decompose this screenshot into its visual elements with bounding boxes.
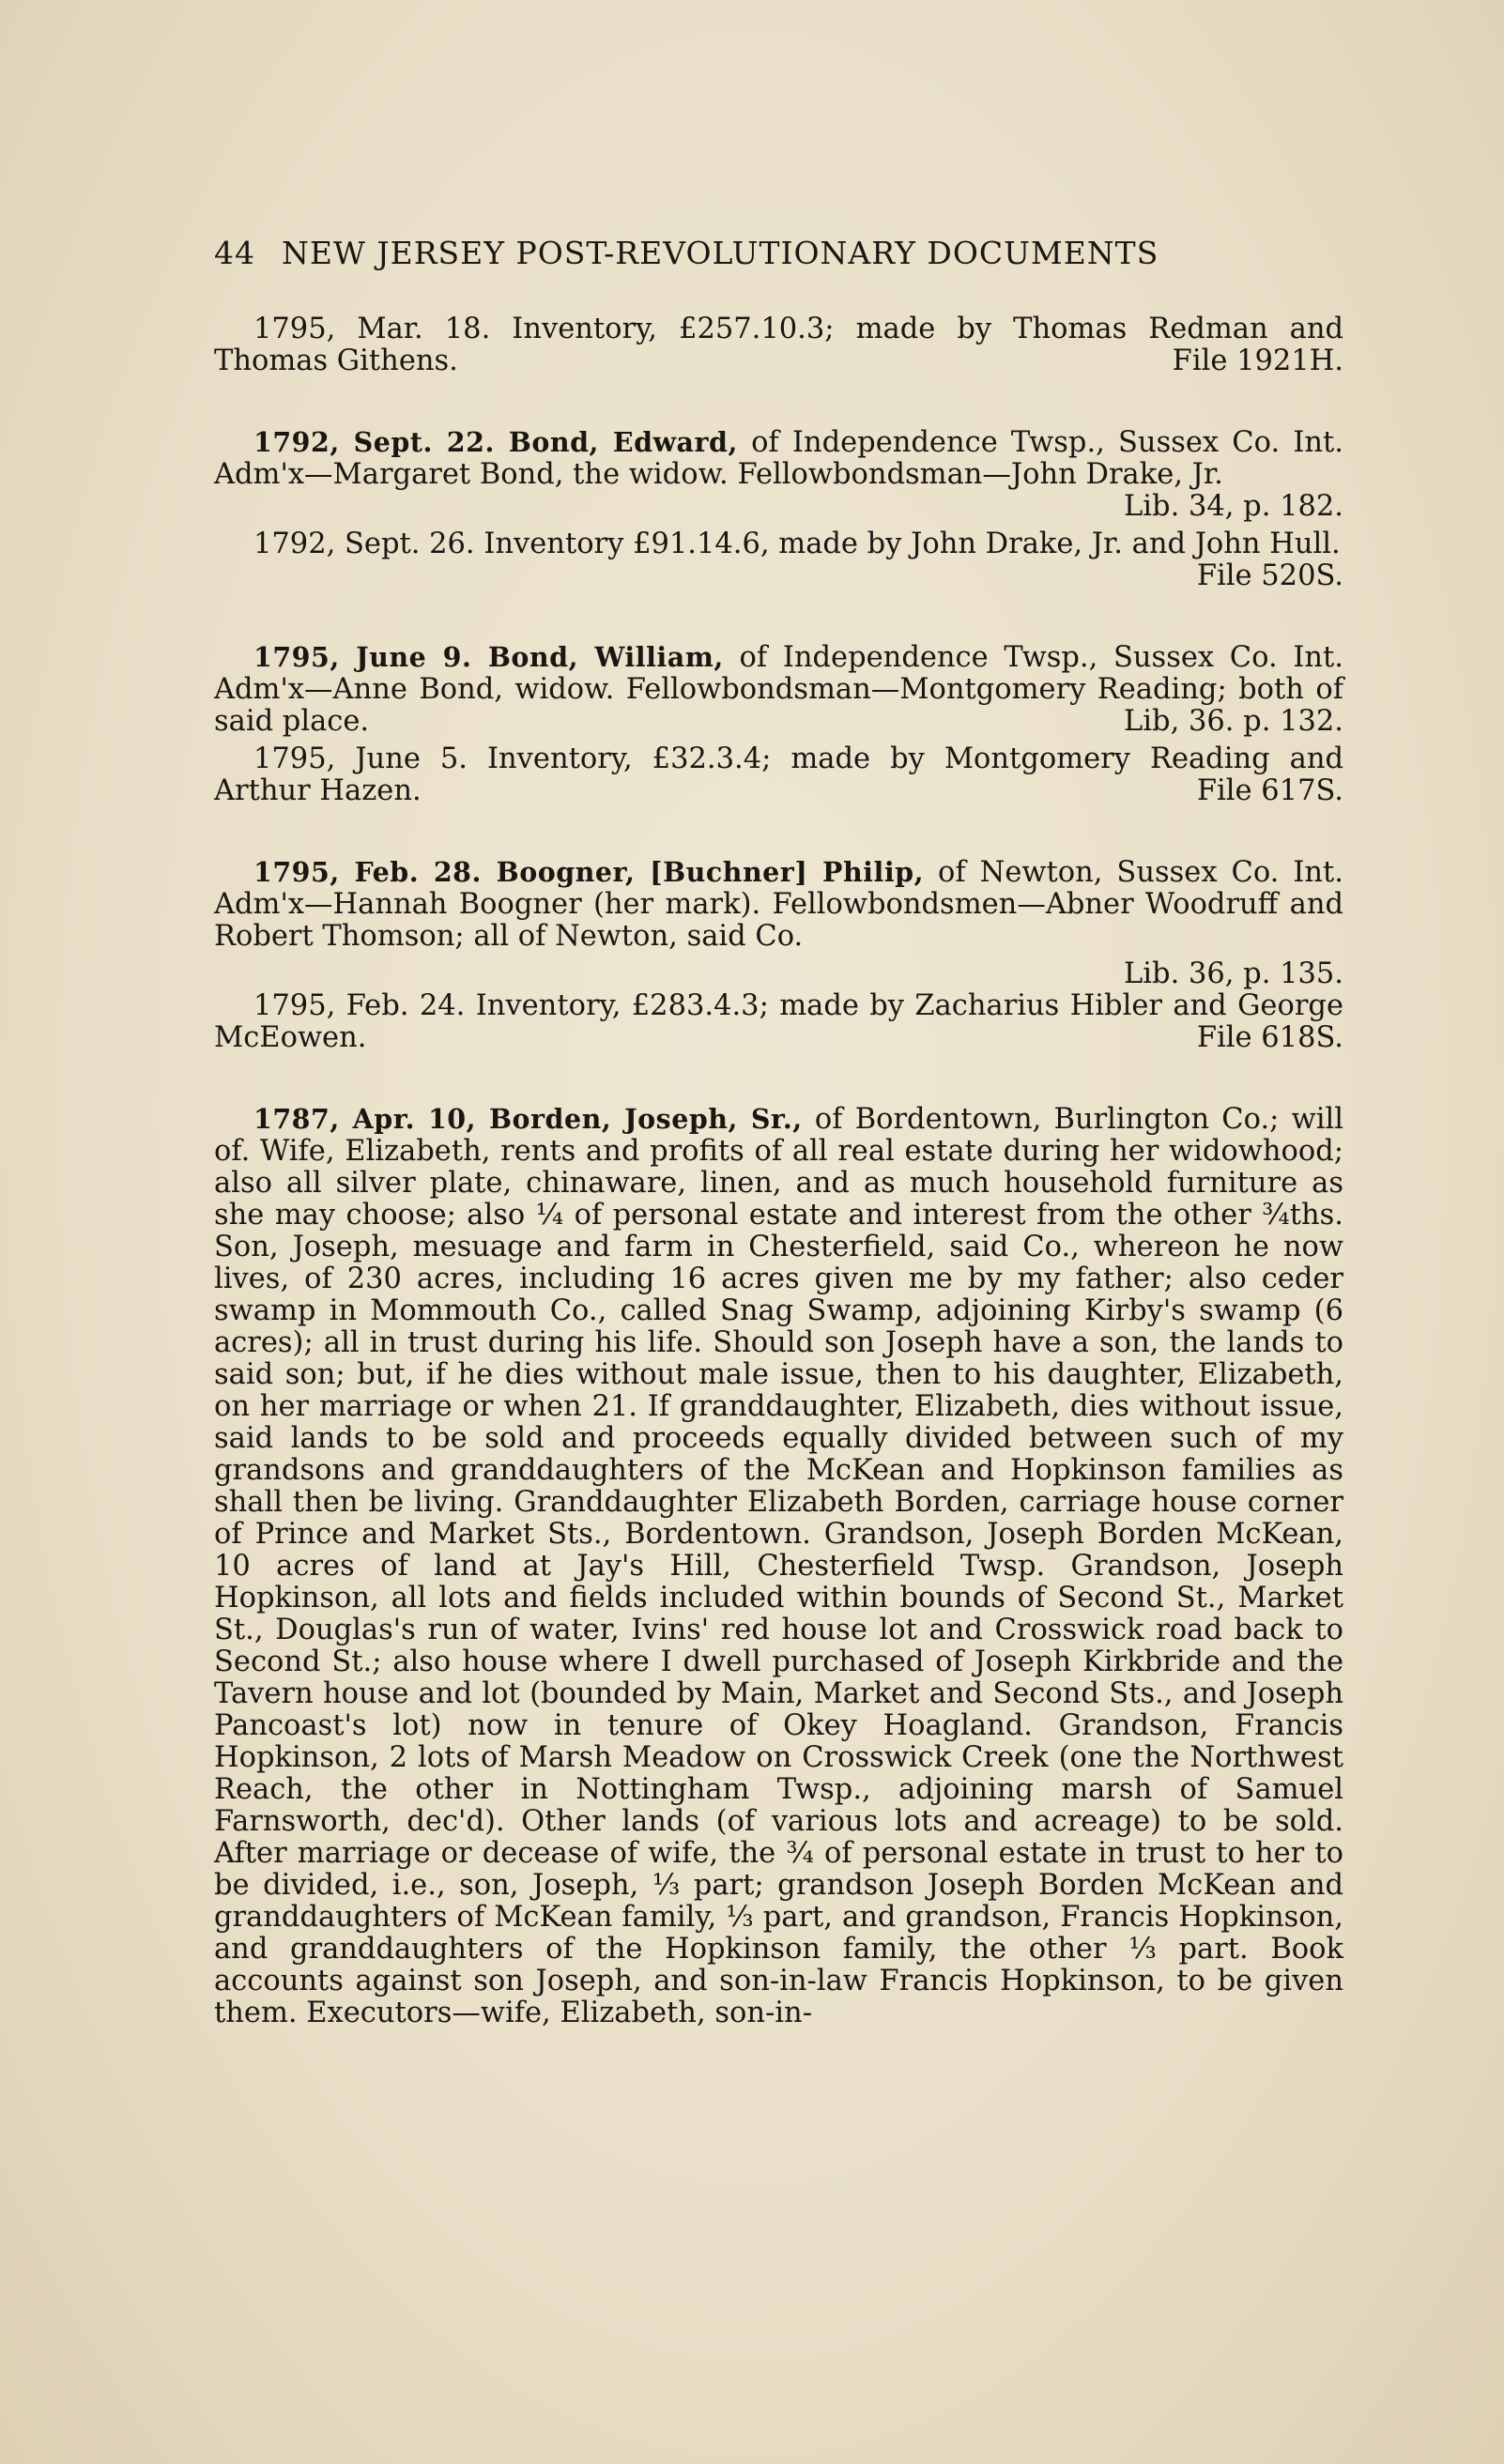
file-reference: File 618S. xyxy=(1196,1021,1343,1054)
entry-heading: 1787, Apr. 10, Borden, Joseph, Sr., xyxy=(253,1103,803,1135)
entry-redman xyxy=(214,314,1343,377)
entry-paragraph xyxy=(214,528,1343,592)
entry-paragraph xyxy=(214,314,1343,377)
entry-text: 1795, Mar. 18. Inventory, £257.10.3; made by Thomas Redman and Thomas Githens. xyxy=(214,313,1343,377)
entry-text: of Independence Twsp., Sussex Co. Int. Adm'x—Anne Bond, widow. Fellowbondsman—Montgomery Reading; both of said place. xyxy=(214,641,1343,738)
file-reference: File 617S. xyxy=(1196,774,1343,807)
file-reference: Lib. 34, p. 182. xyxy=(1124,490,1343,523)
entry-heading: 1792, Sept. 22. Bond, Edward, xyxy=(253,426,738,458)
page-number: 44 xyxy=(214,235,255,271)
entry-paragraph xyxy=(214,743,1343,807)
file-reference: File 1921H. xyxy=(1172,344,1343,377)
page-content xyxy=(214,233,1343,2078)
entry-text: 1795, Feb. 24. Inventory, £283.4.3; made by Zacharius Hibler and George McEowen. xyxy=(214,989,1343,1054)
entry-text: 1795, June 5. Inventory, £32.3.4; made by Montgomery Reading and Arthur Hazen. xyxy=(214,742,1343,807)
entry-paragraph xyxy=(214,426,1343,523)
entry-text: of Bordentown, Burlington Co.; will of. Wife, Elizabeth, rents and profits of all real estate during her widowhood; also all silver plate, chinaware, linen, and as much household furniture as she may choose; also ¼ of personal estate and interest from the other ¾ths. Son, Joseph, mesuage and farm in Chesterfield, said Co., whereon he now lives, of 230 acres, including 16 acres given me by my father; also ceder swamp in Mommouth Co., called Snag Swamp, adjoining Kirby's swamp (6 acres); all in trust during his life. Should son Joseph have a son, the lands to said son; but, if he dies without male issue, then to his daughter, Elizabeth, on her marriage or when 21. If granddaughter, Elizabeth, dies without issue, said lands to be sold and proceeds equally divided between such of my grandsons and granddaughters of the McKean and Hopkinson families as shall then be living. Granddaughter Elizabeth Borden, carriage house corner of Prince and Market Sts., Bordentown. Grandson, Joseph Borden McKean, 10 acres of land at Jay's Hill, Chesterfield Twsp. Grandson, Joseph Hopkinson, all lots and fields included within bounds of Second St., Market St., Douglas's run of water, Ivins' red house lot and Crosswick road back to Second St.; also house where I dwell purchased of Joseph Kirkbride and the Tavern house and lot (bounded by Main, Market and Second Sts., and Joseph Pancoast's lot) now in tenure of Okey Hoagland. Grandson, Francis Hopkinson, 2 lots of Marsh Meadow on Crosswick Creek (one the Northwest Reach, the other in Nottingham Twsp., adjoining marsh of Samuel Farnsworth, dec'd). Other lands (of various lots and acreage) to be sold. After marriage or decease of wife, the ¾ of personal estate in trust to her to be divided, i.e., son, Joseph, ⅓ part; grandson Joseph Borden McKean and granddaughters of McKean family, ⅓ part, and grandson, Francis Hopkinson, and granddaughters of the Hopkinson family, the other ⅓ part. Book accounts against son Joseph, and son-in-law Francis Hopkinson, to be given them. Executors—wife, Elizabeth, son-in- xyxy=(214,1103,1343,2029)
entry-text: of Independence Twsp., Sussex Co. Int. Adm'x—Margaret Bond, the widow. Fellowbondsman—John Drake, Jr. xyxy=(214,426,1343,491)
entry-heading: 1795, June 9. Bond, William, xyxy=(253,641,724,673)
entry-paragraph xyxy=(214,1103,1343,2029)
entry-bond-edward xyxy=(214,426,1343,592)
entry-boogner xyxy=(214,856,1343,1054)
file-reference: Lib, 36. p. 132. xyxy=(1124,705,1343,738)
entry-paragraph xyxy=(214,641,1343,738)
entry-text: 1792, Sept. 26. Inventory £91.14.6, made by John Drake, Jr. and John Hull. xyxy=(253,528,1341,560)
file-reference: File 520S. xyxy=(1196,559,1343,592)
entry-heading: 1795, Feb. 28. Boogner, [Buchner] Philip, xyxy=(253,856,925,888)
entry-text: of Newton, Sussex Co. Int. Adm'x—Hannah Boogner (her mark). Fellowbondsmen—Abner Woodruff and Robert Thomson; all of Newton, said Co. xyxy=(214,856,1343,953)
entries-list xyxy=(214,314,1343,2029)
file-reference: Lib. 36, p. 135. xyxy=(1124,957,1343,990)
entry-paragraph xyxy=(214,990,1343,1054)
entry-bond-william xyxy=(214,641,1343,807)
entry-borden xyxy=(214,1103,1343,2029)
running-head xyxy=(214,233,1343,274)
running-title: NEW JERSEY POST-REVOLUTIONARY DOCUMENTS xyxy=(282,235,1159,271)
entry-paragraph xyxy=(214,856,1343,953)
